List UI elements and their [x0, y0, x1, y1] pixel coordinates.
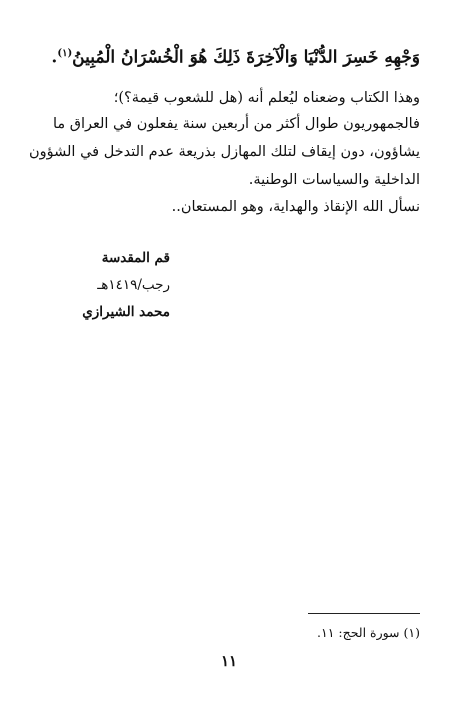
body-line-4: الداخلية والسياسات الوطنية. — [248, 172, 420, 188]
body-line-3: يشاؤون، دون إيقاف لتلك المهازل بذريعة عدم التدخل في الشؤون — [28, 144, 420, 160]
signature-name: محمد الشيرازي — [82, 304, 170, 320]
footnote: (١) سورة الحج: ١١. — [317, 625, 420, 640]
body-line-2: فالجمهوريون طوال أكثر من أربعين سنة يفعلون في العراق ما — [52, 116, 420, 132]
page-number: ١١ — [220, 652, 238, 670]
footnote-separator — [308, 613, 420, 614]
footnote-reference: (١) — [57, 48, 73, 59]
quran-verse: وَجْهِهِ خَسِرَ الدُّنْيَا وَالْآخِرَةَ ذَلِكَ هُوَ الْخُسْرَانُ الْمُبِينُ — [72, 47, 420, 68]
signature-place: قم المقدسة — [101, 250, 170, 266]
quran-verse-line: وَجْهِهِ خَسِرَ الدُّنْيَا وَالْآخِرَةَ ذَلِكَ هُوَ الْخُسْرَانُ الْمُبِينُ$^{(١)}$. — [51, 47, 420, 68]
body-line-1: وهذا الكتاب وضعناه ليُعلم أنه (هل للشعوب قيمة؟)؛ — [113, 90, 420, 106]
signature-date: رجب/١٤١٩هـ — [97, 277, 170, 293]
body-line-5: نسأل الله الإنقاذ والهداية، وهو المستعان.. — [171, 199, 420, 215]
